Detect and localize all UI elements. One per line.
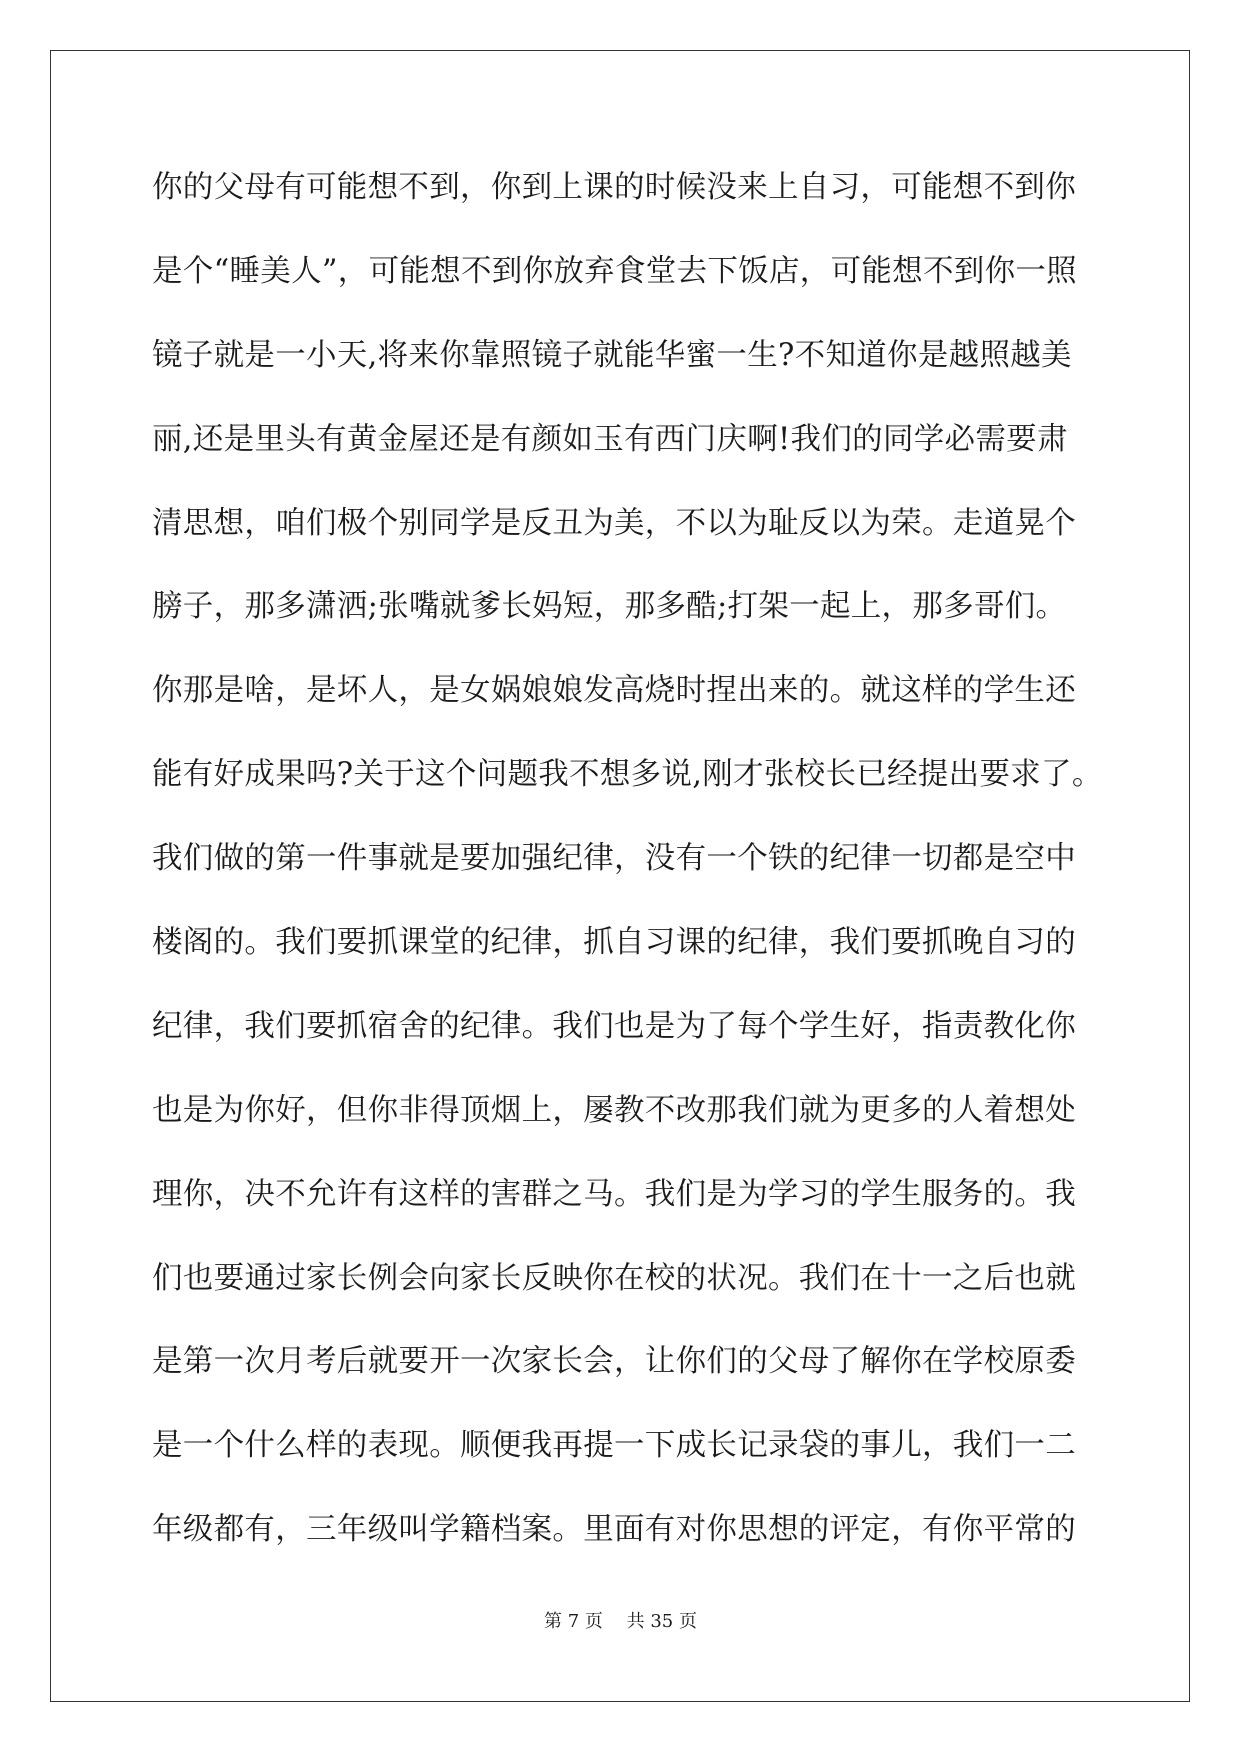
text-line: 丽,还是里头有黄金屋还是有颜如玉有西门庆啊!我们的同学必需要肃 <box>152 421 1068 457</box>
text-line: 膀子，那多潇洒;张嘴就爹长妈短，那多酷;打架一起上，那多哥们。 <box>152 589 1067 625</box>
text-line: 是个“睡美人”，可能想不到你放弃食堂去下饭店，可能想不到你一照 <box>152 253 1077 289</box>
text-line: 是一个什么样的表现。顺便我再提一下成长记录袋的事儿，我们一二 <box>152 1428 1076 1464</box>
text-line: 你的父母有可能想不到，你到上课的时候没来上自习，可能想不到你 <box>152 170 1076 205</box>
text-line: 楼阁的。我们要抓课堂的纪律，抓自习课的纪律，我们要抓晚自习的 <box>152 925 1076 961</box>
text-line: 也是为你好，但你非得顶烟上，屡教不改那我们就为更多的人着想处 <box>152 1092 1076 1128</box>
document-body <box>152 168 1103 1594</box>
text-line: 你那是啥，是坏人，是女娲娘娘发高烧时捏出来的。就这样的学生还 <box>152 673 1076 709</box>
text-line: 年级都有，三年级叫学籍档案。里面有对你思想的评定，有你平常的 <box>152 1512 1076 1548</box>
text-line: 纪律，我们要抓宿舍的纪律。我们也是为了每个学生好，指责教化你 <box>152 1008 1076 1044</box>
text-line: 镜子就是一小天,将来你靠照镜子就能华蜜一生?不知道你是越照越美 <box>152 337 1072 373</box>
text-line: 是第一次月考后就要开一次家长会，让你们的父母了解你在学校原委 <box>152 1344 1076 1380</box>
text-line: 理你，决不允许有这样的害群之马。我们是为学习的学生服务的。我 <box>152 1176 1076 1212</box>
text-line: 清思想，咱们极个别同学是反丑为美，不以为耻反以为荣。走道晃个 <box>152 505 1076 541</box>
text-line: 我们做的第一件事就是要加强纪律，没有一个铁的纪律一切都是空中 <box>152 841 1076 877</box>
text-line: 们也要通过家长例会向家长反映你在校的状况。我们在十一之后也就 <box>152 1260 1076 1296</box>
page-number-footer: 第 7 页 共 35 页 <box>544 1611 697 1632</box>
text-line: 能有好成果吗?关于这个问题我不想多说,刚才张校长已经提出要求了。 <box>152 757 1103 793</box>
